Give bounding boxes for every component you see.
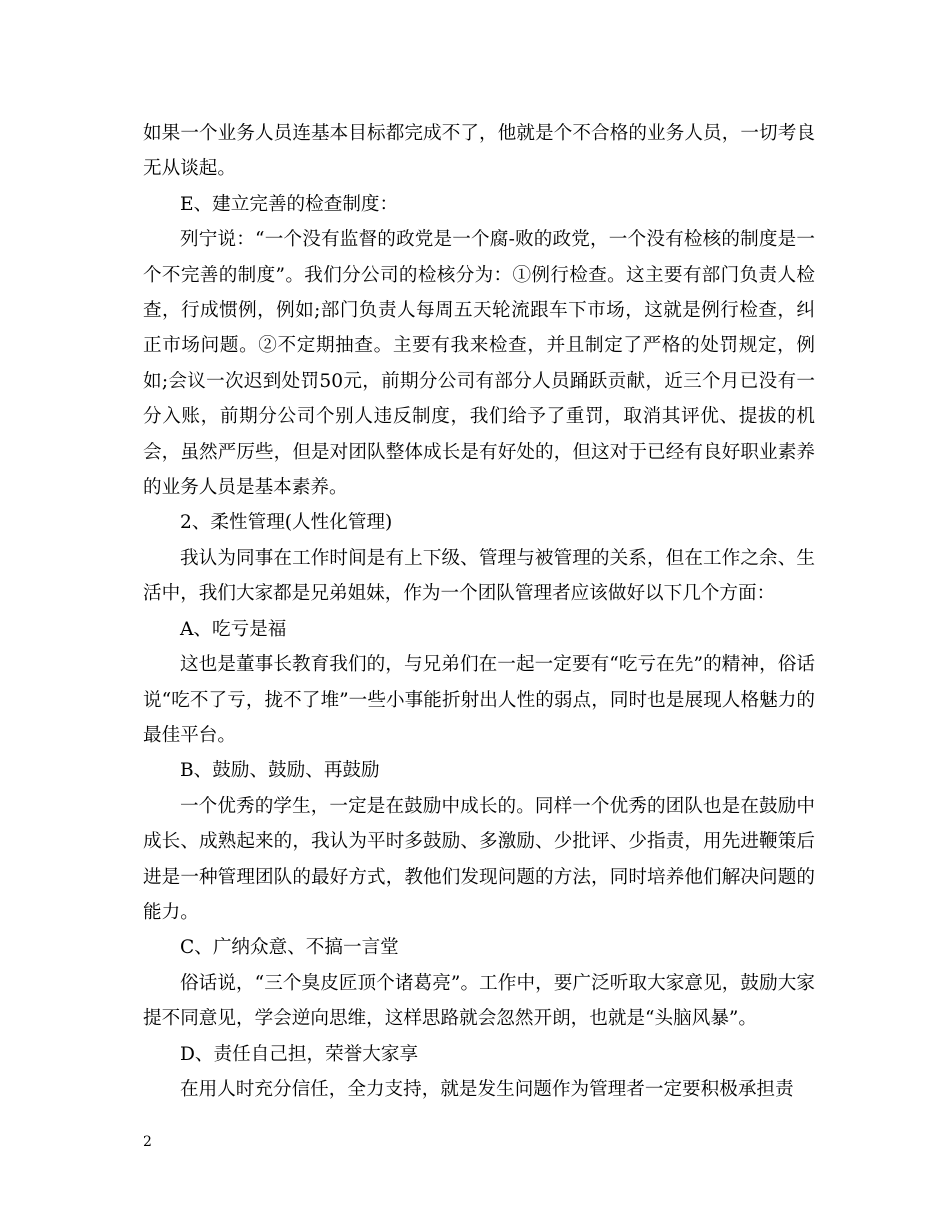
document-body [143,116,815,1107]
paragraph: 在用人时充分信任，全力支持，就是发生问题作为管理者一定要积极承担责 [180,1078,794,1100]
section-heading: C、广纳众意、不搞一言堂 [180,937,399,959]
section-heading: A、吃亏是福 [180,618,287,640]
section-heading: B、鼓励、鼓励、再鼓励 [180,760,380,782]
section-heading: 2、柔性管理(人性化管理) [180,512,393,534]
paragraph: 俗话说，“三个臭皮匠顶个诸葛亮”。工作中，要广泛听取大家意见，鼓励大家提不同意见，学会逆向思维，这样思路就会忽然开朗，也就是“头脑风暴”。 [143,972,815,1030]
paragraph: 我认为同事在工作时间是有上下级、管理与被管理的关系，但在工作之余、生活中，我们大家都是兄弟姐妹，作为一个团队管理者应该做好以下几个方面： [143,547,815,605]
paragraph: 列宁说：“一个没有监督的政党是一个腐-败的政党，一个没有检核的制度是一个不完善的制度”。我们分公司的检核分为：①例行检查。这主要有部门负责人检查，行成惯例，例如;部门负责人每周五天轮流跟车下市场，这就是例行检查，纠正市场问题。②不定期抽查。主要有我来检查，并且制定了严格的处罚规定，例如;会议一次迟到处罚50元，前期分公司有部分人员踊跃贡献，近三个月已没有一分入账，前期分公司个别人违反制度，我们给予了重罚，取消其评优、提拔的机会，虽然严厉些，但是对团队整体成长是有好处的，但这对于已经有良好职业素养的业务人员是基本素养。 [143,229,815,499]
page-number: 2 [143,1134,152,1150]
paragraph: 一个优秀的学生，一定是在鼓励中成长的。同样一个优秀的团队也是在鼓励中成长、成熟起来的，我认为平时多鼓励、多激励、少批评、少指责，用先进鞭策后进是一种管理团队的最好方式，教他们发现问题的方法，同时培养他们解决问题的能力。 [143,795,815,923]
section-heading: D、责任自己担，荣誉大家享 [180,1043,419,1065]
section-heading: E、建立完善的检查制度： [180,193,399,215]
paragraph: 如果一个业务人员连基本目标都完成不了，他就是个不合格的业务人员，一切考良无从谈起。 [143,123,815,180]
paragraph: 这也是董事长教育我们的，与兄弟们在一起一定要有“吃亏在先”的精神，俗话说“吃不了亏，拢不了堆”一些小事能折射出人性的弱点，同时也是展现人格魅力的最佳平台。 [143,654,815,746]
